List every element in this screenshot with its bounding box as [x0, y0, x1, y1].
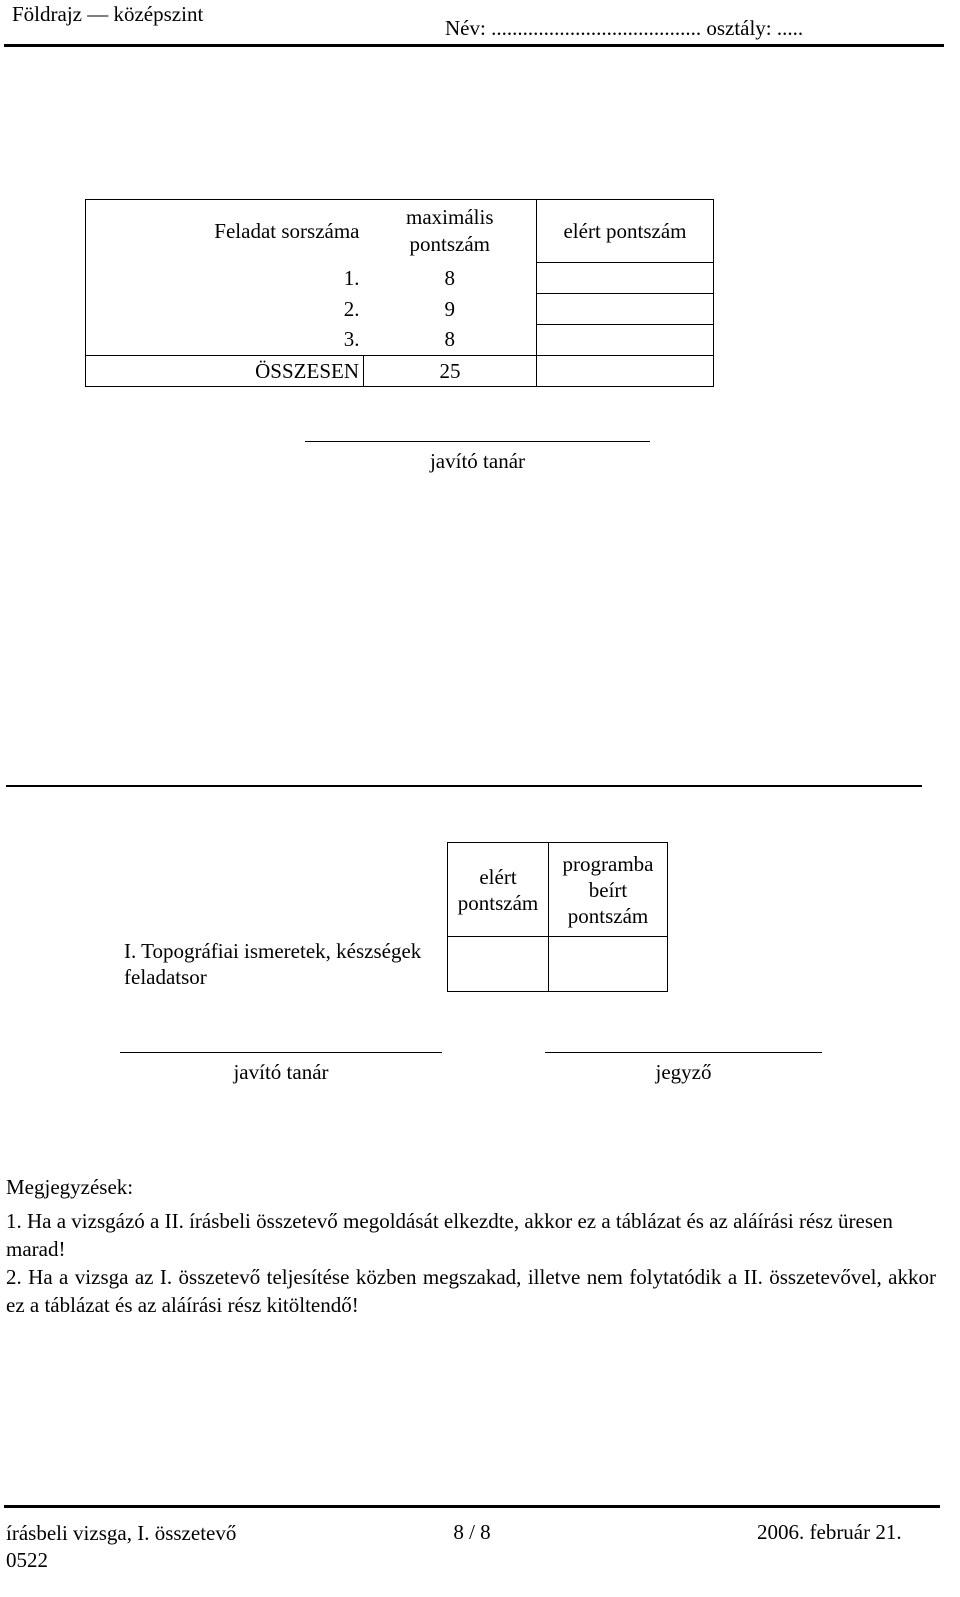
signature-line[interactable]: [545, 1052, 822, 1053]
signature-line[interactable]: [305, 441, 650, 442]
signature-label-teacher: javító tanár: [233, 1060, 329, 1084]
table-row: [86, 263, 714, 294]
footer-exam-code: 0522: [6, 1548, 48, 1572]
entered-points-cell[interactable]: [549, 937, 668, 992]
achieved-points-cell[interactable]: [537, 325, 714, 356]
signature-label-notary: jegyző: [655, 1060, 712, 1084]
exam-date: 2006. február 21.: [757, 1520, 902, 1544]
name-class-field: Név: ........................................ osztály: .....: [445, 16, 804, 40]
score-table: [85, 199, 714, 387]
footer-exam-info: [6, 1520, 236, 1574]
total-achieved-points[interactable]: [537, 356, 714, 387]
max-points-cell: 8: [444, 265, 455, 290]
max-points-cell: 8: [444, 327, 455, 352]
achieved-points-cell[interactable]: [537, 263, 714, 294]
task-number-cell: 3.: [86, 325, 364, 356]
achieved-points-cell[interactable]: [448, 937, 549, 992]
section-label: I. Topográfiai ismeretek, készségek feladatsor: [124, 938, 422, 989]
page-number: 8 / 8: [453, 1520, 491, 1544]
signature-label-teacher: javító tanár: [429, 449, 526, 473]
footer-rule: [4, 1505, 940, 1508]
total-max-points: 25: [364, 356, 537, 387]
task-number-cell: 2.: [86, 294, 364, 325]
summary-header-row: [118, 843, 668, 937]
subject-header: Földrajz — középszint: [12, 2, 204, 26]
achieved-points-cell[interactable]: [537, 294, 714, 325]
task-number-cell: 1.: [86, 263, 364, 294]
footer-exam-part: írásbeli vizsga, I. összetevő: [6, 1521, 237, 1545]
score-table-header-row: [86, 200, 714, 263]
header-rule: [4, 44, 944, 47]
summary-table: [118, 842, 668, 992]
header-task-number: Feladat sorszáma: [86, 200, 364, 263]
max-points-cell: 9: [444, 296, 455, 321]
header-achieved-points: elért pontszám: [448, 843, 549, 937]
header-achieved-points: elért pontszám: [537, 200, 714, 263]
signature-line[interactable]: [120, 1052, 442, 1053]
note-item: 2. Ha a vizsga az I. összetevő teljesítése közben megszakad, illetve nem folytatódik a II. összetevővel, akkor ez a táblázat és az aláírási rész kitöltendő!: [6, 1265, 936, 1317]
note-item: 1. Ha a vizsgázó a II. írásbeli összetevő megoldását elkezdte, akkor ez a táblázat és az aláírási rész üresen marad!: [6, 1209, 893, 1261]
header-entered-points: programba beírt pontszám: [549, 843, 668, 937]
total-row: [86, 356, 714, 387]
total-label: ÖSSZESEN: [86, 356, 364, 387]
table-row: [86, 294, 714, 325]
section-rule: [6, 785, 922, 787]
table-row: [86, 325, 714, 356]
header-max-points: maximális pontszám: [364, 200, 537, 263]
notes-title: Megjegyzések:: [6, 1175, 134, 1199]
